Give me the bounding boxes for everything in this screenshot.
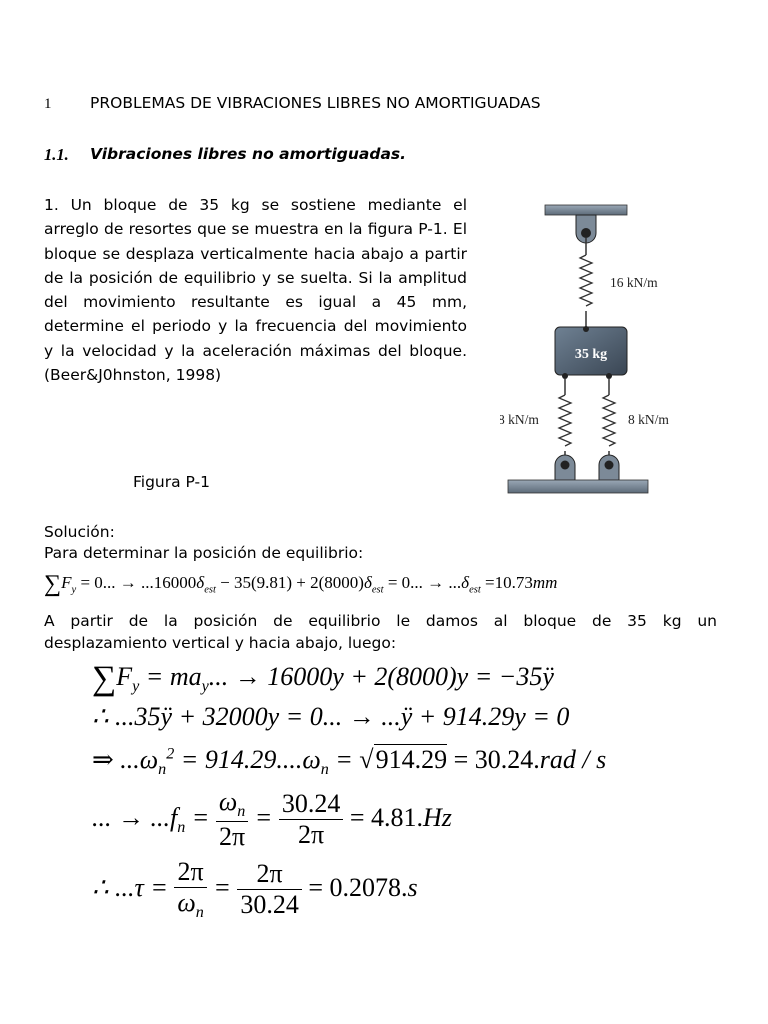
fraction: $\frac{30.24}{2\pi}$ [279, 790, 344, 849]
spring-mass-diagram [500, 195, 700, 500]
left-spring-label: 8 kN/m [500, 412, 539, 427]
problem-line: y la velocidad y la aceleración máximas del bloque. [44, 341, 467, 360]
section-number: 1 [44, 96, 52, 112]
equation-static: $\sum F_y = 0$... → $...16000\delta_{est} - 35(9.81) + 2(8000)\delta_{est} = 0$... → $...\delta_{est} =10.73mm$ [44, 571, 558, 597]
figure-p1 [500, 195, 700, 500]
equation-frequency: ... → $...f_n$ = $\frac{\omega_n}{2\pi}$ = $\frac{30.24}{2\pi}$ = 4.81.Hz [92, 787, 452, 851]
solution-block [44, 522, 363, 564]
problem-line: determine el periodo y la frecuencia del movimiento [44, 317, 467, 336]
problem-line: de la posición de equilibrio y se suelta. Si la amplitud [44, 268, 467, 287]
equilibrium-intro: Para determinar la posición de equilibrio: [44, 544, 364, 562]
subsection-number: 1.1. [44, 145, 69, 164]
equation-natural-frequency: ⇒ $...\omega_n^2 = 914.29....\omega_n = √914.29 = 30.24.rad / s$ [92, 745, 607, 779]
section-heading [44, 94, 541, 113]
section-title: PROBLEMAS DE VIBRACIONES LIBRES NO AMORTIGUADAS [90, 94, 541, 112]
problem-statement [44, 193, 467, 387]
equation-period: ∴ ...τ = $\frac{2\pi}{\omega_n}$ = $\frac{2\pi}{30.24}$ = 0.2078.s [92, 857, 418, 921]
equation-simplified: ∴ ...35ÿ + 32000y = 0... → ...ÿ + 914.29y = 0 [92, 702, 570, 731]
mass-label: 35 kg [574, 347, 608, 362]
fraction: $\frac{\omega_n}{2\pi}$ [216, 788, 248, 852]
subsection-title: Vibraciones libres no amortiguadas. [90, 145, 407, 163]
problem-line: arreglo de resortes que se muestra en la figura P-1. El [44, 220, 467, 239]
top-spring [580, 255, 592, 306]
solution-label: Solución: [44, 523, 115, 541]
problem-line: 1. Un bloque de 35 kg se sostiene mediante el [44, 196, 467, 214]
problem-line: del movimiento resultante es igual a 45 mm, [44, 293, 467, 312]
equation-motion: $\sum F_y = ma_y$... → 16000y + 2(8000)y = −35ÿ [92, 660, 554, 697]
displacement-text [44, 610, 717, 654]
ceiling [545, 205, 627, 215]
left-spring [559, 395, 571, 446]
problem-line: bloque se desplaza verticalmente hacia abajo a partir [44, 244, 467, 263]
displacement-line: A partir de la posición de equilibrio le damos al bloque de 35 kg un [44, 612, 717, 630]
displacement-line: desplazamiento vertical y hacia abajo, luego: [44, 634, 397, 652]
fraction: $\frac{2\pi}{\omega_n}$ [174, 858, 206, 922]
right-spring-label: 8 kN/m [628, 412, 669, 427]
figure-caption: Figura P-1 [133, 473, 211, 491]
problem-line: (Beer&J0hnston, 1998) [44, 366, 222, 385]
fraction: $\frac{2\pi}{30.24}$ [237, 860, 302, 919]
right-spring [603, 395, 615, 446]
subsection-heading [44, 145, 407, 165]
top-spring-label: 16 kN/m [610, 275, 658, 290]
floor [508, 480, 648, 493]
